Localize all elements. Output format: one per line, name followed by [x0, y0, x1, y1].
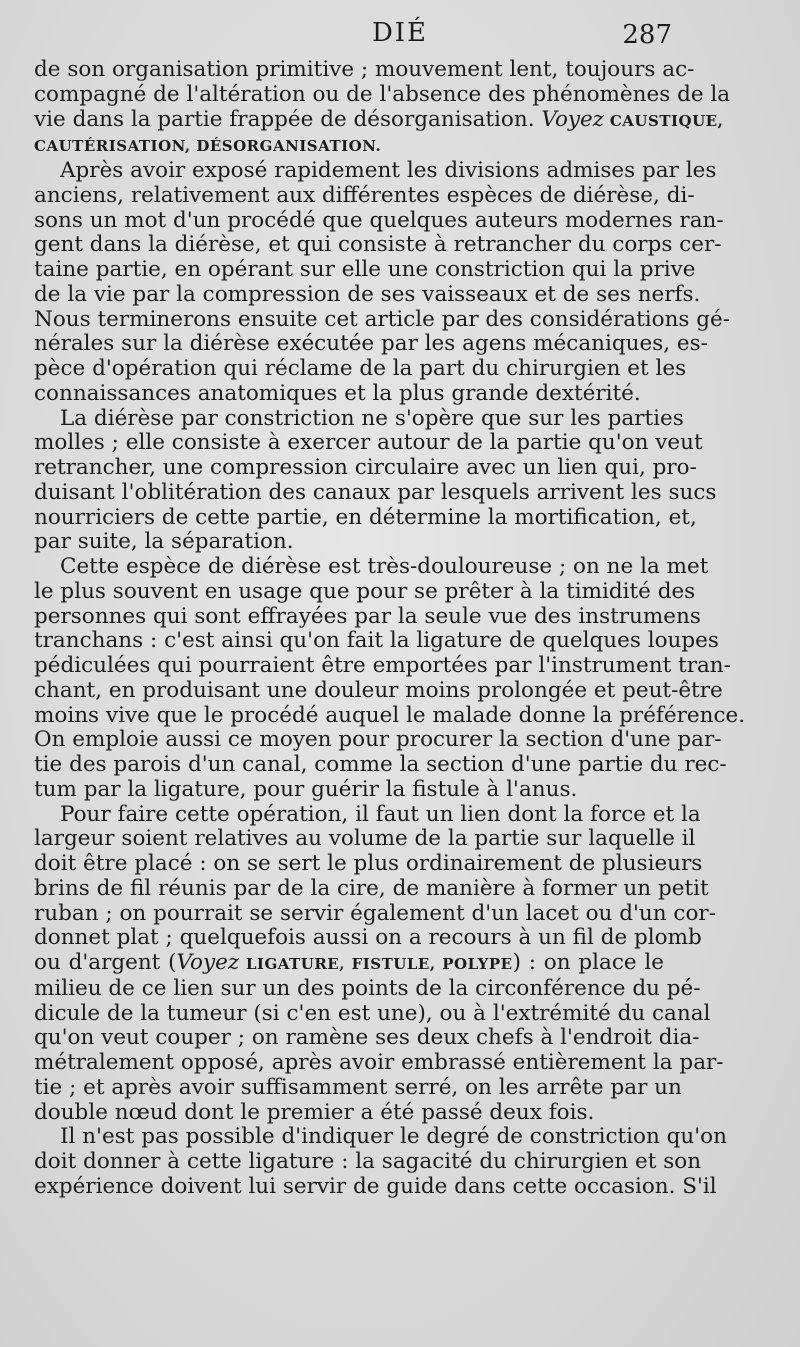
- text-line: connaissances anatomiques et la plus grande dextérité.: [34, 380, 641, 406]
- text-line: personnes qui sont effrayées par la seule vue des instrumens: [34, 603, 701, 629]
- text-line: gent dans la diérèse, et qui consiste à retrancher du corps cer-: [34, 232, 722, 258]
- paragraph: [34, 554, 746, 803]
- text-line: le plus souvent en usage que pour se prêter à la timidité des: [34, 578, 696, 604]
- text-line: tum par la ligature, pour guérir la fistule à l'anus.: [34, 776, 578, 802]
- text-line: brins de fil réunis par de la cire, de manière à former un petit: [34, 875, 709, 901]
- paragraph: [34, 57, 731, 159]
- cross-reference: CAUTÉRISATION, DÉSORGANISATION.: [34, 137, 382, 156]
- text-line: expérience doivent lui servir de guide dans cette occasion. S'il: [34, 1173, 717, 1199]
- text-line: qu'on veut couper ; on ramène ses deux chefs à l'endroit dia-: [34, 1025, 700, 1051]
- text-line: [34, 951, 664, 977]
- page-header: [0, 18, 800, 58]
- text-line: tie ; et après avoir suffisamment serré, on les arrête par un: [34, 1074, 682, 1100]
- text-line: dicule de la tumeur (si c'en est une), ou à l'extrémité du canal: [34, 1000, 711, 1026]
- page-body: [34, 57, 746, 1200]
- text-line: [34, 133, 664, 159]
- paragraph: [34, 1124, 727, 1199]
- text-run: ou d'argent (: [34, 950, 177, 975]
- text-line: moins vive que le procédé auquel le malade donne la préférence.: [34, 702, 746, 728]
- paragraph: [34, 405, 717, 556]
- text-line: milieu de ce lien sur un des points de la circonférence du pé-: [34, 975, 701, 1001]
- text-line: [34, 106, 724, 134]
- text-line: tranchans : c'est ainsi qu'on fait la ligature de quelques loupes: [34, 628, 719, 654]
- text-line: duisant l'oblitération des canaux par lesquels arrivent les sucs: [34, 479, 717, 505]
- text-line: double nœud dont le premier a été passé deux fois.: [34, 1099, 595, 1125]
- text-line: tie des parois d'un canal, comme la section d'une partie du rec-: [34, 752, 727, 777]
- text-line: pédiculées qui pourraient être emportées par l'instrument tran-: [34, 653, 731, 678]
- text-line: doit être placé : on se sert le plus ordinairement de plusieurs: [34, 851, 703, 876]
- text-line: donnet plat ; quelquefois aussi on a recours à un fil de plomb: [34, 925, 702, 951]
- text-line: ruban ; on pourrait se servir également d'un lacet ou d'un cor-: [34, 900, 716, 926]
- text-line: Nous terminerons ensuite cet article par des considérations gé-: [34, 306, 731, 332]
- text-line: La diérèse par constriction ne s'opère que sur les parties: [60, 405, 684, 431]
- text-line: pèce d'opération qui réclame de la part du chirurgien et les: [34, 356, 687, 381]
- text-line: Après avoir exposé rapidement les divisions admises par les: [60, 158, 717, 183]
- cross-reference: CAUSTIQUE,: [604, 111, 724, 130]
- text-line: Pour faire cette opération, il faut un lien dont la force et la: [60, 801, 701, 827]
- text-line: retrancher, une compression circulaire avec un lien qui, pro-: [34, 455, 697, 480]
- cross-reference: LIGATURE, FISTULE, POLYPE: [239, 955, 513, 973]
- voyez-italic: Voyez: [176, 950, 240, 975]
- text-run: vie dans la partie frappée de désorganisation.: [34, 106, 542, 132]
- voyez-italic: Voyez: [541, 106, 605, 132]
- running-head: DIÉ: [371, 18, 429, 48]
- text-line: compagné de l'altération ou de l'absence des phénomènes de la: [34, 81, 731, 107]
- text-line: taine partie, en opérant sur elle une constriction qui la prive: [34, 257, 696, 282]
- text-line: nérales sur la diérèse exécutée par les agens mécaniques, es-: [34, 331, 708, 357]
- text-line: anciens, relativement aux différentes espèces de diérèse, di-: [34, 182, 695, 208]
- text-line: par suite, la séparation.: [34, 529, 294, 555]
- text-line: doit donner à cette ligature : la sagacité du chirurgien et son: [34, 1149, 702, 1174]
- text-line: sons un mot d'un procédé que quelques auteurs modernes ran-: [34, 207, 724, 233]
- text-line: chant, en produisant une douleur moins prolongée et peut-être: [34, 677, 723, 703]
- text-line: Cette espèce de diérèse est très-douloureuse ; on ne la met: [60, 554, 709, 579]
- text-line: métralement opposé, après avoir embrassé entièrement la par-: [34, 1050, 724, 1075]
- text-line: de son organisation primitive ; mouvement lent, toujours ac-: [34, 57, 695, 82]
- page-number: 287: [622, 20, 672, 50]
- text-line: On emploie aussi ce moyen pour procurer la section d'une par-: [34, 727, 722, 753]
- text-line: de la vie par la compression de ses vaisseaux et de ses nerfs.: [34, 281, 701, 307]
- paragraph: [34, 801, 724, 1126]
- text-run: ) : on place le: [512, 950, 664, 975]
- text-line: molles ; elle consiste à exercer autour de la partie qu'on veut: [34, 430, 703, 456]
- text-line: largeur soient relatives au volume de la partie sur laquelle il: [34, 826, 696, 852]
- text-line: nourriciers de cette partie, en détermine la mortification, et,: [34, 504, 697, 530]
- text-line: Il n'est pas possible d'indiquer le degré de constriction qu'on: [60, 1124, 727, 1150]
- paragraph: [34, 158, 731, 407]
